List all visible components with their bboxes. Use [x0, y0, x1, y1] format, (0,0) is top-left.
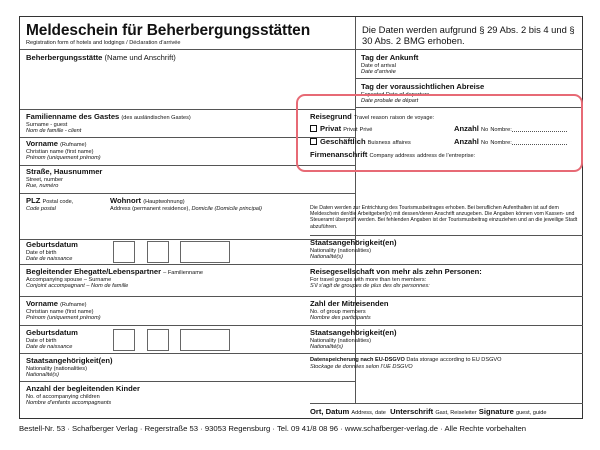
street-field[interactable]: Straße, Hausnummer Street, number Rue, numéro: [26, 167, 103, 190]
business-count-field[interactable]: Anzahl No Nombre:: [454, 138, 567, 147]
establishment-label: Beherbergungsstätte (Name und Anschrift): [26, 53, 176, 62]
highlight-frame: [296, 94, 583, 172]
signature-row[interactable]: Ort, Datum Address, date Unterschrift Gast, Reiseleiter Signature guest, guide: [310, 407, 547, 416]
tourism-tax-note: Die Daten werden zur Entrichtung des Tourismusbeitrages erhoben. Bei beruflichen Aufenthalten ist auf dem Meldeschein der/die Arbeitgeber(in) mit dessen/deren Anschrift anzugeben. Die Angaben können vom Kassen- und Steueramt überprüft werden. Bei fehlenden Angaben ist der Tourismusbeitrag einzuziehen und an die jeweilige Stadt abzuführen.: [310, 205, 578, 230]
spouse-birth-year-box[interactable]: [180, 329, 230, 351]
arrival-date-field[interactable]: Tag der Ankunft Date of arrival Date d’arrivée: [361, 53, 419, 76]
business-option[interactable]: Geschäftlich Buisness affaires: [310, 138, 411, 147]
private-count-field[interactable]: Anzahl No Nombre:: [454, 125, 567, 134]
form-title: Meldeschein für Beherbergungsstätten: [26, 22, 311, 39]
travel-group-label: Reisegesellschaft von mehr als zehn Personen: For travel groups with more than ten members: S’il s’agit de groupes de plus des dix personnes:: [310, 267, 482, 290]
spouse-birth-month-box[interactable]: [147, 329, 169, 351]
private-option[interactable]: Privat Privat Privé: [310, 125, 372, 134]
postal-code-field[interactable]: PLZ Postal code, Code postal: [26, 196, 74, 212]
spouse-birthdate-field[interactable]: Geburtsdatum Date of birth Date de naissance: [26, 328, 78, 351]
group-members-field[interactable]: Zahl der Mitreisenden No. of group members Nombre des participants: [310, 299, 389, 322]
birthdate-field[interactable]: Geburtsdatum Date of birth Date de naissance: [26, 240, 78, 263]
spouse-firstname-field[interactable]: Vorname (Rufname) Christian name (first name) Prénom (uniquement prénom): [26, 299, 101, 322]
departure-date-field[interactable]: Tag der voraussichtlichen Abreise Expected Date of departure Date probale de départ: [361, 82, 485, 105]
birth-day-box[interactable]: [113, 241, 135, 263]
guest-surname-field[interactable]: Familienname des Gastes (des ausländischen Gastes) Surname - guest Nom de famille - client: [26, 112, 191, 135]
guest-firstname-field[interactable]: Vorname (Rufname) Christian name (first name) Prénom (uniquement prénom): [26, 139, 101, 162]
footer-text: Bestell-Nr. 53 · Schafberger Verlag · Regerstraße 53 · 93053 Regensburg · Tel. 09 41/8 08 96 · www.schafberger-verlag.de · Alle Rechte vorbehalten: [19, 424, 527, 433]
form-subtitle: Registration form of hotels and lodgings / Déclaration d’arrivée: [26, 40, 181, 46]
residence-field[interactable]: Wohnort (Hauptwohnung) Address (permanent residence), Domicile (Domicile principal): [110, 196, 263, 212]
travel-reason-label: Reisegrund Travel reason raison de voyage:: [310, 112, 435, 121]
data-storage-note: Datenspeicherung nach EU-DSGVO Data storage according to EU DSGVO Stockage de données selon l’UE DSGVO: [310, 357, 502, 370]
birth-year-box[interactable]: [180, 241, 230, 263]
spouse-birth-day-box[interactable]: [113, 329, 135, 351]
group-nationality-field[interactable]: Staatsangehörigkeit(en) Nationality (nationalities) Nationalité(s): [310, 328, 397, 351]
spouse-nationality-field[interactable]: Staatsangehörigkeit(en) Nationality (nationalities) Nationalité(s): [26, 356, 113, 379]
birth-month-box[interactable]: [147, 241, 169, 263]
legal-notice: Die Daten werden aufgrund § 29 Abs. 2 bis 4 und § 30 Abs. 2 BMG erhoben.: [362, 24, 575, 46]
children-count-field[interactable]: Anzahl der begleitenden Kinder No. of accompanying children Nombre d’enfants accompagnants: [26, 384, 140, 407]
spouse-surname-field[interactable]: Begleitender Ehegatte/Lebenspartner – Familienname Accompanying spouse – Surname Conjoint accompagnant – Nom de famille: [26, 267, 203, 290]
guest-nationality-field[interactable]: Staatsangehörigkeit(en) Nationality (nationalities) Nationalité(s): [310, 238, 397, 261]
registration-form: [19, 16, 583, 419]
company-address-field[interactable]: Firmenanschrift Company address address de l’entreprise:: [310, 150, 476, 159]
